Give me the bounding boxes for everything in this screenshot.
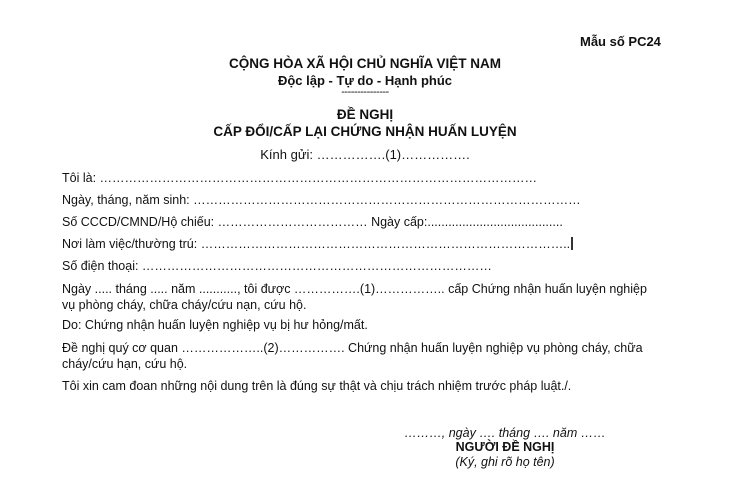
field-value[interactable]: …………………………………………………………………………………………… xyxy=(96,171,538,185)
signature-date-line: ………, ngày …. tháng …. năm …… xyxy=(404,426,606,440)
field-value[interactable]: ………………………………………………………………………………… xyxy=(189,193,581,207)
field-label: Số điện thoại: xyxy=(62,259,139,273)
recipient-line: Kính gửi: …………….(1)……………. xyxy=(260,147,470,162)
field-label: Tôi là: xyxy=(62,171,97,185)
nation-heading: CỘNG HÒA XÃ HỘI CHỦ NGHĨA VIỆT NAM xyxy=(228,56,501,71)
paragraph-reason: Do: Chứng nhận huấn luyện nghiệp vụ bị hư hỏng/mất. xyxy=(62,318,368,332)
signature-note: (Ký, ghi rõ họ tên) xyxy=(455,455,555,469)
motto: Độc lập - Tự do - Hạnh phúc xyxy=(277,73,453,88)
field-value[interactable]: ……………………………… Ngày cấp:....................................... xyxy=(214,215,563,229)
text-cursor xyxy=(571,237,573,250)
field-address[interactable] xyxy=(62,237,573,251)
field-label: Ngày, tháng, năm sinh: xyxy=(62,193,190,207)
document-title: ĐỀ NGHỊ xyxy=(336,107,394,122)
field-birth-date[interactable] xyxy=(62,193,581,207)
paragraph-issue-info: Ngày ..... tháng ..... năm ..........., tôi được …………….(1)…………….. cấp Chứng nhận huấn luyện nghiệp vụ phòng cháy, chữa cháy/cứu nạn, cứu hộ. xyxy=(62,282,647,312)
field-value[interactable]: …………………………………………………………………………….. xyxy=(197,237,571,251)
signature-role: NGƯỜI ĐỀ NGHỊ xyxy=(455,440,555,454)
separator: --------------- xyxy=(341,86,389,98)
paragraph-request: Đề nghị quý cơ quan ………………..(2)……………. Chứng nhận huấn luyện nghiệp vụ phòng cháy, chữa cháy/cứu hạn, cứu hộ. xyxy=(62,341,643,371)
document-subtitle: CẤP ĐỔI/CẤP LẠI CHỨNG NHẬN HUẤN LUYỆN xyxy=(213,124,517,139)
field-label: Nơi làm việc/thường trú: xyxy=(62,237,198,251)
form-code: Mẫu số PC24 xyxy=(580,34,661,49)
field-value[interactable]: ………………………………………………………………………… xyxy=(138,259,492,273)
paragraph-commitment: Tôi xin cam đoan những nội dung trên là đúng sự thật và chịu trách nhiệm trước pháp luật./. xyxy=(62,379,572,393)
field-label: Số CCCD/CMND/Hộ chiếu: xyxy=(62,215,215,229)
field-phone[interactable] xyxy=(62,259,492,273)
field-id-number[interactable] xyxy=(62,215,563,229)
field-full-name[interactable] xyxy=(62,171,537,185)
